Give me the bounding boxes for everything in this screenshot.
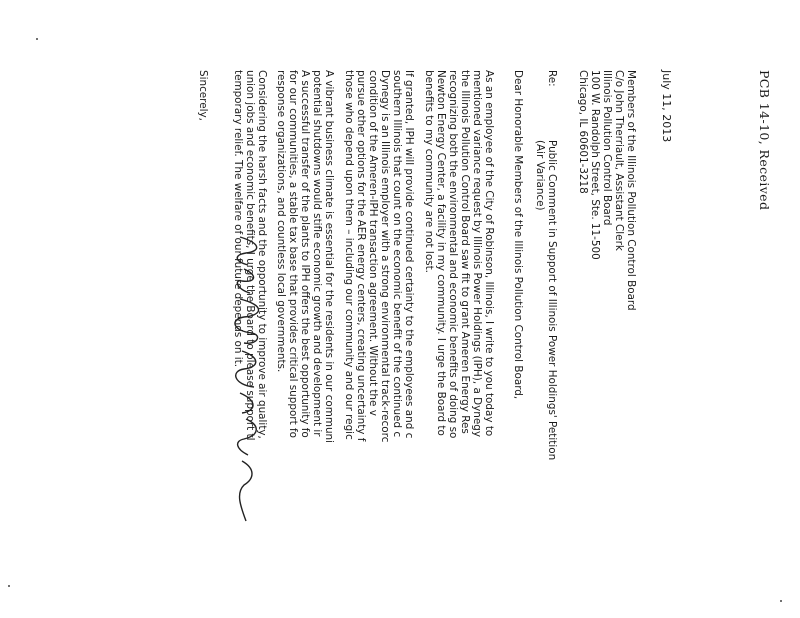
subject-label: Re: (546, 70, 558, 87)
body-paragraph-2: If granted, IPH will provide continued certainty to the employees and c southern Illinois that count on the economic benefit of the continued c Dynegy is an Illinois employer with a strong environmental track-recorc condition of the Ameren-IPH transaction agreement. Without the v pursue other options for the AER energy centers, creating uncertainty f those who depend upon them – including our community and our regic (343, 70, 415, 443)
letter-date: July 11, 2013 (660, 70, 673, 143)
body-paragraph-3: A vibrant business climate is essential for the residents in our communi potential shutdowns would stifle economic growth and development ir A successful transfer of the plants to IPH offers the best opportunity fo for our communities, a stable tax base that provides critical support fo response organizations, and countless local governments. (275, 70, 335, 444)
scan-speck (8, 585, 10, 587)
salutation: Dear Honorable Members of the Illinois Pollution Control Board, (512, 70, 524, 400)
body-paragraph-1: As an employee of the City of Robinson, Illinois, I write to you today to mentioned variance request by Illinois Power Holdings (IPH), a Dynegy the Illinois Pollution Control Board saw fit to grant Ameren Energy Res recognizing both the environmental and economic benefits of doing so Newton Energy Center, a facility in my community. I urge the Board to benefits to my community are not lost. (423, 70, 495, 439)
received-stamp-header: PCB 14-10, Received (757, 70, 772, 211)
body-paragraph-4: Considering the harsh facts and the opportunity to improve air quality, union jobs and economic benefits, I urge the Board to please support tl temporary relief. The welfare of our future depends on it. (232, 70, 268, 441)
scan-speck (780, 600, 782, 602)
handwritten-signature (224, 235, 270, 525)
rotated-letter-page (130, 70, 770, 610)
recipient-address: Members of the Illinois Pollution Control Board C/o John Therriault, Assistant Clerk Illinois Pollution Control Board 100 W. Randolph Street, Ste. 11-500 Chicago, IL 60601-3218 (577, 70, 637, 311)
scan-speck (36, 38, 38, 40)
closing: Sincerely, (197, 70, 209, 121)
subject-line: Public Comment in Support of Illinois Power Holdings' Petition (Air Variance) (534, 140, 558, 461)
